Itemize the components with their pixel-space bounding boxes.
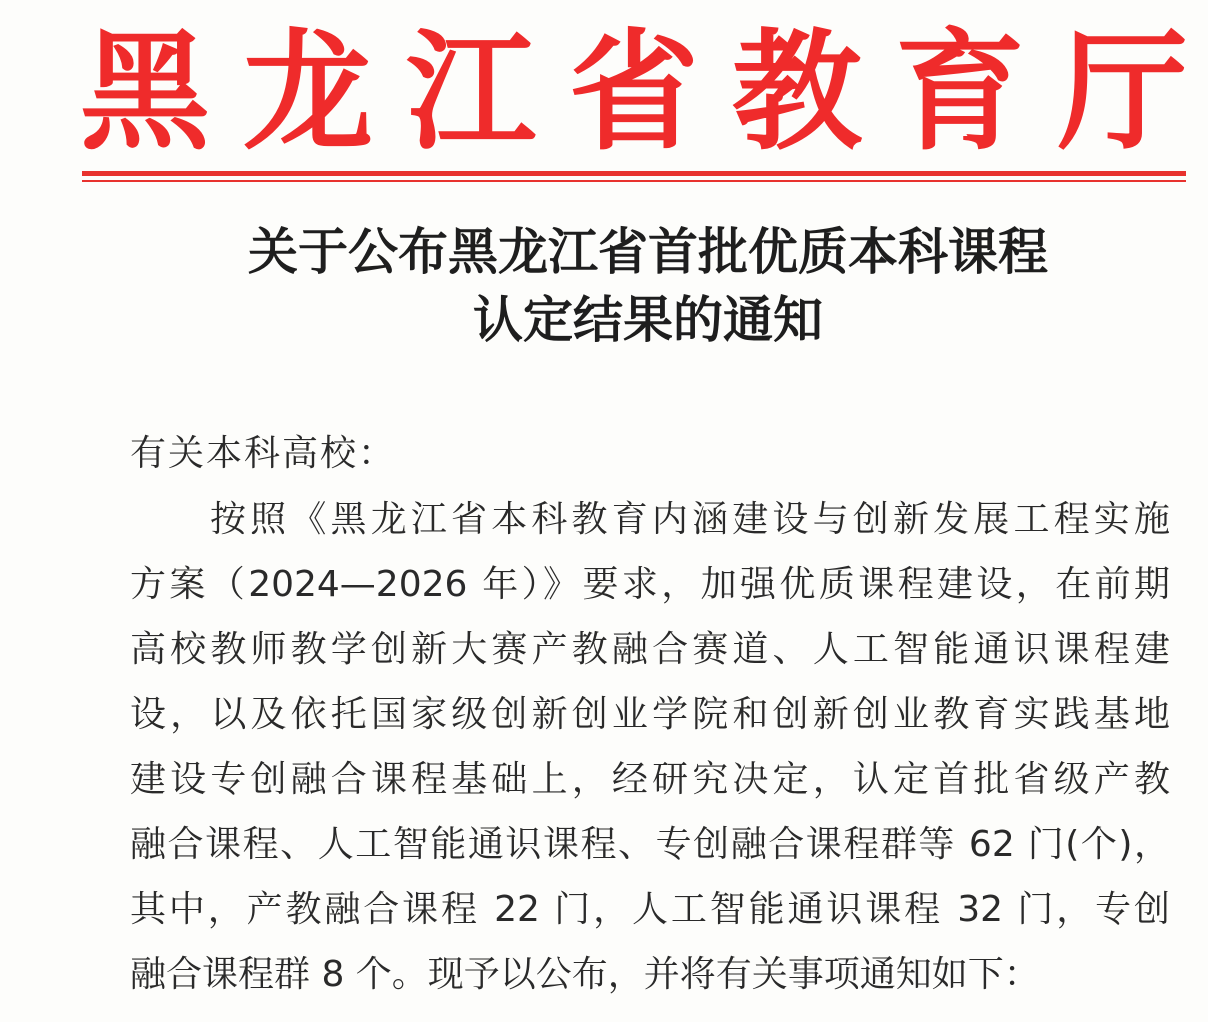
paragraph-line: 高校教师教学创新大赛产教融合赛道、人工智能通识课程建 bbox=[130, 629, 1170, 670]
document-title-line-2: 认定结果的通知 bbox=[473, 290, 823, 349]
paragraph-line: 设，以及依托国家级创新创业学院和创新创业教育实践基地 bbox=[130, 694, 1170, 735]
masthead-char: 教 bbox=[731, 15, 862, 168]
paragraph-line: 融合课程群 8 个。现予以公布，并将有关事项通知如下： bbox=[130, 954, 1040, 995]
masthead bbox=[80, 15, 1188, 168]
masthead-divider-thick bbox=[82, 171, 1186, 176]
paragraph-line: 方案（2024—2026 年）》要求，加强优质课程建设，在前期 bbox=[130, 564, 1170, 605]
masthead-char: 育 bbox=[894, 15, 1025, 168]
paragraph-line: 建设专创融合课程基础上，经研究决定，认定首批省级产教 bbox=[130, 759, 1170, 800]
masthead-char: 江 bbox=[405, 15, 536, 168]
masthead-char: 黑 bbox=[80, 15, 211, 168]
masthead-char: 省 bbox=[568, 15, 699, 168]
paragraph-line: 按照《黑龙江省本科教育内涵建设与创新发展工程实施 bbox=[210, 499, 1170, 540]
salutation: 有关本科高校： bbox=[130, 433, 397, 474]
masthead-char: 厅 bbox=[1057, 15, 1188, 168]
masthead-char: 龙 bbox=[242, 15, 373, 168]
masthead-divider-thin bbox=[82, 180, 1186, 182]
paragraph-line: 其中，产教融合课程 22 门，人工智能通识课程 32 门，专创 bbox=[130, 889, 1170, 930]
paragraph-line: 融合课程、人工智能通识课程、专创融合课程群等 62 门(个)， bbox=[130, 824, 1170, 865]
document-title-line-1: 关于公布黑龙江省首批优质本科课程 bbox=[248, 222, 1048, 281]
